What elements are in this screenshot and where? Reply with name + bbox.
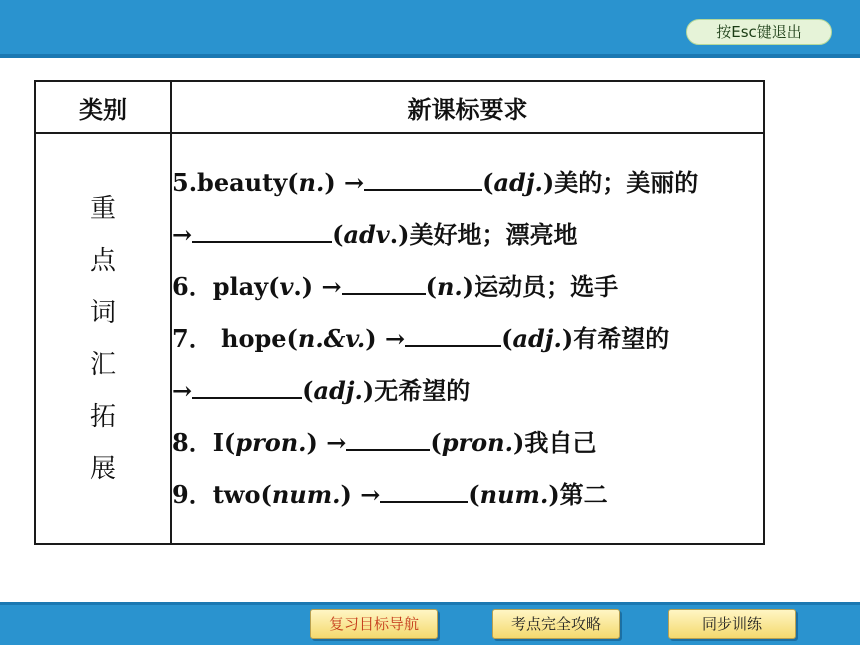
word-text: 5.beauty(	[172, 167, 299, 197]
pos-text: adv	[343, 219, 390, 249]
vocab-line-3	[172, 261, 763, 313]
requirement-cell	[171, 133, 764, 544]
pos-text: num.	[479, 479, 549, 509]
vocab-line-5	[172, 365, 763, 417]
word-text: 7． hope(	[172, 323, 298, 353]
meaning-text: )第二	[548, 479, 608, 509]
pos-text: v	[279, 271, 294, 301]
paren-text: (	[302, 375, 314, 405]
pos-text: adj.	[313, 375, 363, 405]
exit-button[interactable]: 按Esc键退出	[686, 19, 832, 45]
answer-blank[interactable]	[192, 371, 302, 399]
pos-text: n.	[436, 271, 463, 301]
paren-text: (	[430, 427, 442, 457]
category-char: 点	[89, 245, 116, 276]
meaning-text: )无希望的	[362, 375, 471, 405]
arrow-icon: →	[172, 375, 193, 405]
answer-blank[interactable]	[342, 267, 426, 295]
word-text: 8．I(	[172, 427, 236, 457]
vocab-line-2	[172, 209, 763, 261]
meaning-text: )有希望的	[561, 323, 670, 353]
top-bar-stripe	[0, 54, 860, 58]
answer-blank[interactable]	[364, 163, 482, 191]
pos-text: num.	[271, 479, 341, 509]
arrow-icon: →	[360, 479, 381, 509]
arrow-icon: →	[321, 271, 342, 301]
pos-text: adj.	[512, 323, 562, 353]
paren-text: (	[482, 167, 494, 197]
category-char: 展	[89, 453, 116, 484]
arrow-icon: →	[344, 167, 365, 197]
paren-text: (	[332, 219, 344, 249]
pos-text: adj.	[493, 167, 543, 197]
arrow-icon: →	[172, 219, 193, 249]
vocab-line-1	[172, 157, 763, 209]
word-text: )	[365, 323, 385, 353]
pos-text: n.	[298, 167, 325, 197]
bottom-bar-stripe	[0, 602, 860, 605]
paren-text: (	[501, 323, 513, 353]
category-cell	[35, 133, 171, 544]
meaning-text: )运动员；选手	[462, 271, 619, 301]
meaning-text: )美的；美丽的	[542, 167, 699, 197]
word-text: )	[306, 427, 327, 457]
pos-text: pron.	[441, 427, 513, 457]
pos-text: n.&v.	[297, 323, 366, 353]
word-text: 6．play(	[172, 271, 280, 301]
category-char: 重	[89, 193, 116, 224]
category-char: 拓	[89, 401, 116, 432]
sync-practice-button[interactable]: 同步训练	[668, 609, 796, 639]
word-text: 9．two(	[172, 479, 272, 509]
header-requirement: 新课标要求	[171, 81, 764, 133]
header-category: 类别	[35, 81, 171, 133]
vocab-line-4	[172, 313, 763, 365]
arrow-icon: →	[326, 427, 347, 457]
meaning-text: .)美好地；漂亮地	[389, 219, 578, 249]
vocab-line-6	[172, 417, 763, 469]
meaning-text: )我自己	[512, 427, 597, 457]
word-text: .)	[293, 271, 322, 301]
vocabulary-table	[34, 80, 765, 545]
answer-blank[interactable]	[405, 319, 501, 347]
category-char: 汇	[89, 349, 116, 380]
review-goals-nav-button[interactable]: 复习目标导航	[310, 609, 438, 639]
key-points-button[interactable]: 考点完全攻略	[492, 609, 620, 639]
answer-blank[interactable]	[192, 215, 332, 243]
paren-text: (	[468, 479, 480, 509]
vocab-line-7	[172, 469, 763, 521]
pos-text: pron.	[235, 427, 307, 457]
answer-blank[interactable]	[346, 423, 430, 451]
paren-text: (	[425, 271, 437, 301]
word-text: )	[324, 167, 345, 197]
answer-blank[interactable]	[380, 475, 468, 503]
arrow-icon: →	[385, 323, 406, 353]
word-text: )	[340, 479, 361, 509]
category-char: 词	[89, 297, 116, 328]
